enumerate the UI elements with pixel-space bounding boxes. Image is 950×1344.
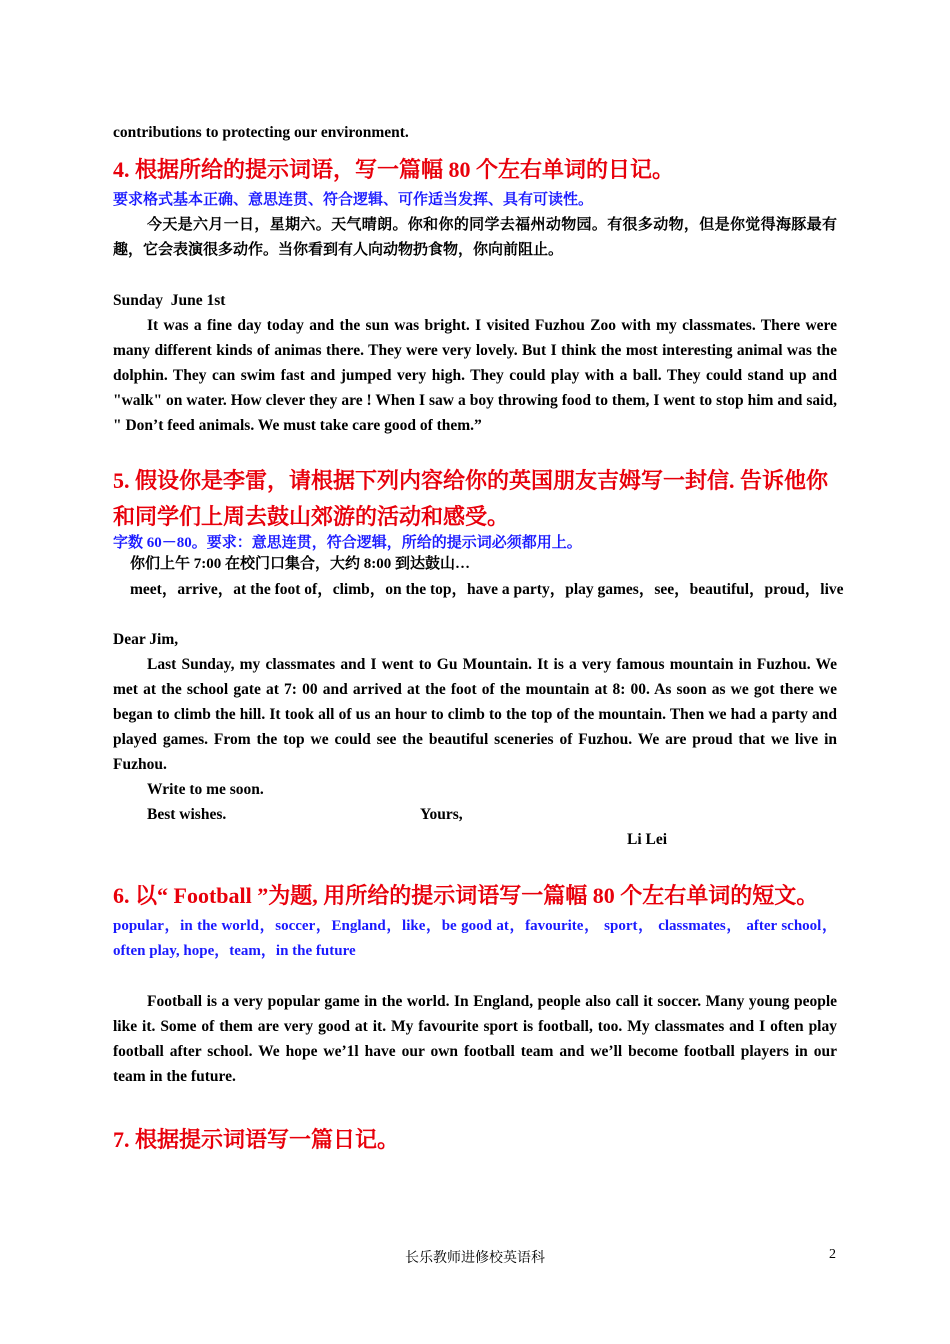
q6-heading: 6. 以“ Football ”为题, 用所给的提示词语写一篇幅 80 个左右单词的短文。 [113, 883, 819, 908]
q5-prompt: 你们上午 7:00 在校门口集合，大约 8:00 到达鼓山… [130, 556, 470, 572]
q7-heading: 7. 根据提示词语写一篇日记。 [113, 1127, 400, 1152]
q4-essay: It was a fine day today and the sun was bright. I visited Fuzhou Zoo with my classmates. There were many different kinds of animas there. They were very lovely. But I think the most interesting animal was the dolphin. They can swim fast and jumped very high. They could play with a ball. They could stand up and "walk" on water. How clever they are ! When I saw a boy throwing food to them, I went to stop him and said, " Don’t feed animals. We must take care good of them.” [113, 317, 837, 434]
q4-requirement: 要求格式基本正确、意思连贯、符合逻辑、可作适当发挥、具有可读性。 [113, 192, 594, 208]
q5-write-soon: Write to me soon. [147, 781, 264, 798]
q6-keywords: popular，in the world，soccer，England，like，be good at，favourite， sport， classmates， after school，often play, hope，team，in the future [113, 918, 837, 959]
q5-salutation: Dear Jim, [113, 631, 179, 648]
page-number: 2 [829, 1247, 836, 1262]
q5-signature-row [113, 827, 837, 852]
footer-text: 长乐教师进修校英语科 [405, 1251, 545, 1266]
q4-date-line: Sunday June 1st [113, 292, 226, 309]
q5-signature: Li Lei [627, 831, 668, 848]
q5-letter: Last Sunday, my classmates and I went to Gu Mountain. It is a very famous mountain in Fuzhou. We met at the school gate at 7: 00 and arrived at the foot of the mountain at 8: 00. As soon as we got there we began to climb the hill. It took all of us an hour to climb to the top of the mountain. Then we had a party and played games. From the top we could see the beautiful sceneries of Fuzhou. We are proud that we live in Fuzhou. [113, 656, 837, 773]
q4-prompt: 今天是六月一日，星期六。天气晴朗。你和你的同学去福州动物园。有很多动物，但是你觉得海豚最有趣，它会表演很多动作。当你看到有人向动物扔食物，你向前阻止。 [113, 217, 837, 258]
q5-yours: Yours, [420, 806, 463, 823]
q4-heading: 4. 根据所给的提示词语，写一篇幅 80 个左右单词的日记。 [113, 157, 675, 182]
q6-essay: Football is a very popular game in the world. In England, people also call it soccer. Many young people like it. Some of them are very good at it. My favourite sport is football, too. My classmates and I often play football after school. We hope we’1l have our own football team and we’ll become football players in our team in the future. [113, 993, 837, 1085]
q5-heading: 5. 假设你是李雷，请根据下列内容给你的英国朋友吉姆写一封信. 告诉他你和同学们上周去鼓山郊游的活动和感受。 [113, 468, 829, 529]
q5-keywords: meet，arrive，at the foot of，climb，on the top，have a party，play games，see，beautiful，proud，live [130, 581, 844, 598]
q5-closing-row [113, 802, 837, 827]
intro-tail-text: contributions to protecting our environment. [113, 124, 409, 141]
q5-best-wishes: Best wishes. [147, 806, 227, 823]
document-page [113, 120, 844, 1158]
q5-requirement: 字数 60－80。要求：意思连贯，符合逻辑，所给的提示词必须都用上。 [113, 535, 582, 551]
